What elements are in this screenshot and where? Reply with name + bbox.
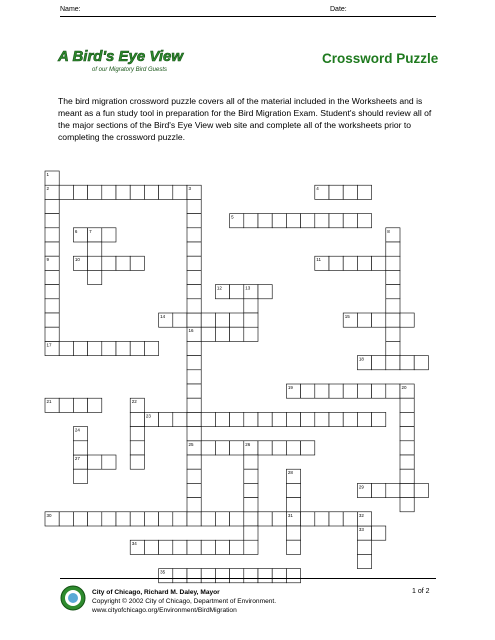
crossword-cell[interactable] — [88, 185, 102, 199]
crossword-cell[interactable] — [144, 512, 158, 526]
crossword-cell[interactable] — [357, 554, 371, 568]
crossword-cell[interactable] — [400, 441, 414, 455]
crossword-cell[interactable] — [45, 313, 59, 327]
crossword-cell[interactable] — [329, 185, 343, 199]
footer-url: www.cityofchicago.org/Environment/BirdMigration — [92, 607, 237, 614]
crossword-cell[interactable] — [173, 185, 187, 199]
crossword-cell[interactable] — [286, 483, 300, 497]
crossword-cell[interactable] — [230, 412, 244, 426]
clue-number: 21 — [46, 399, 52, 405]
crossword-cell[interactable] — [244, 327, 258, 341]
crossword-cell[interactable] — [400, 483, 414, 497]
crossword-cell[interactable] — [187, 483, 201, 497]
crossword-cell[interactable] — [73, 185, 87, 199]
crossword-cell[interactable] — [301, 214, 315, 228]
crossword-cell[interactable] — [187, 469, 201, 483]
crossword-cell[interactable] — [244, 299, 258, 313]
crossword-cell[interactable] — [73, 441, 87, 455]
crossword-cell[interactable] — [230, 540, 244, 554]
crossword-cell[interactable] — [102, 455, 116, 469]
crossword-cell[interactable] — [88, 256, 102, 270]
crossword-cell[interactable] — [88, 270, 102, 284]
crossword-cell[interactable] — [116, 256, 130, 270]
crossword-cell[interactable] — [315, 214, 329, 228]
crossword-cell[interactable] — [45, 299, 59, 313]
crossword-cell[interactable] — [372, 356, 386, 370]
crossword-cell[interactable] — [301, 384, 315, 398]
crossword-cell[interactable] — [45, 228, 59, 242]
crossword-cell[interactable] — [272, 441, 286, 455]
crossword-cell[interactable] — [59, 185, 73, 199]
crossword-cell[interactable] — [272, 214, 286, 228]
crossword-cell[interactable] — [258, 569, 272, 583]
page-title: Crossword Puzzle — [322, 51, 439, 66]
clue-number: 16 — [188, 328, 194, 334]
crossword-cell[interactable] — [187, 214, 201, 228]
crossword-cell[interactable] — [187, 569, 201, 583]
crossword-cell[interactable] — [357, 313, 371, 327]
crossword-cell[interactable] — [244, 483, 258, 497]
crossword-cell[interactable] — [301, 412, 315, 426]
crossword-cell[interactable] — [45, 270, 59, 284]
crossword-cell[interactable] — [357, 412, 371, 426]
crossword-cell[interactable] — [201, 512, 215, 526]
crossword-cell[interactable] — [59, 398, 73, 412]
clue-number: 35 — [160, 569, 166, 575]
crossword-cell[interactable] — [258, 214, 272, 228]
crossword-cell[interactable] — [73, 398, 87, 412]
crossword-cell[interactable] — [329, 214, 343, 228]
crossword-cell[interactable] — [130, 341, 144, 355]
crossword-cell[interactable] — [343, 512, 357, 526]
clue-number: 12 — [216, 285, 222, 291]
clue-number: 27 — [74, 456, 80, 461]
footer-mayor: City of Chicago, Richard M. Daley, Mayor — [92, 589, 220, 596]
crossword-cell[interactable] — [372, 256, 386, 270]
crossword-cell[interactable] — [386, 341, 400, 355]
crossword-cell[interactable] — [116, 512, 130, 526]
crossword-cell[interactable] — [201, 313, 215, 327]
crossword-cell[interactable] — [45, 327, 59, 341]
crossword-cell[interactable] — [230, 441, 244, 455]
crossword-cell[interactable] — [144, 540, 158, 554]
name-label: Name: — [60, 6, 81, 13]
crossword-cell[interactable] — [215, 327, 229, 341]
crossword-cell[interactable] — [130, 256, 144, 270]
svg-text:A Bird's Eye View: A Bird's Eye View — [58, 48, 184, 65]
crossword-cell[interactable] — [301, 512, 315, 526]
crossword-cell[interactable] — [386, 483, 400, 497]
crossword-cell[interactable] — [400, 356, 414, 370]
crossword-cell[interactable] — [258, 412, 272, 426]
crossword-cell[interactable] — [173, 412, 187, 426]
clue-number: 11 — [316, 257, 321, 263]
crossword-cell[interactable] — [88, 398, 102, 412]
crossword-cell[interactable] — [102, 185, 116, 199]
crossword-cell[interactable] — [230, 285, 244, 299]
crossword-cell[interactable] — [286, 441, 300, 455]
crossword-cell[interactable] — [88, 512, 102, 526]
crossword-cell[interactable] — [329, 384, 343, 398]
clue-number: 15 — [344, 314, 350, 319]
clue-number: 34 — [131, 541, 137, 547]
crossword-cell[interactable] — [215, 313, 229, 327]
crossword-cell[interactable] — [386, 384, 400, 398]
crossword-cell[interactable] — [88, 242, 102, 256]
clue-number: 9 — [46, 257, 50, 263]
crossword-cell[interactable] — [187, 498, 201, 512]
clue-number: 19 — [287, 385, 293, 390]
crossword-cell[interactable] — [286, 540, 300, 554]
crossword-cell[interactable] — [244, 313, 258, 327]
crossword-cell[interactable] — [357, 384, 371, 398]
crossword-cell[interactable] — [88, 341, 102, 355]
clue-number: 22 — [131, 399, 137, 405]
crossword-cell[interactable] — [286, 412, 300, 426]
clue-number: 13 — [245, 285, 251, 291]
crossword-cell[interactable] — [130, 412, 144, 426]
crossword-cell[interactable] — [130, 455, 144, 469]
crossword-cell[interactable] — [244, 469, 258, 483]
crossword-cell[interactable] — [215, 412, 229, 426]
crossword-cell[interactable] — [173, 512, 187, 526]
crossword-cell[interactable] — [144, 341, 158, 355]
crossword-cell[interactable] — [159, 512, 173, 526]
crossword-cell[interactable] — [329, 256, 343, 270]
crossword-cell[interactable] — [215, 512, 229, 526]
clue-number: 7 — [89, 228, 92, 234]
crossword-cell[interactable] — [173, 569, 187, 583]
crossword-cell[interactable] — [59, 341, 73, 355]
crossword-cell[interactable] — [386, 242, 400, 256]
crossword-cell[interactable] — [386, 356, 400, 370]
crossword-cell[interactable] — [187, 299, 201, 313]
clue-number: 3 — [188, 186, 192, 192]
crossword-cell[interactable] — [343, 185, 357, 199]
crossword-cell[interactable] — [329, 512, 343, 526]
crossword-cell[interactable] — [400, 455, 414, 469]
crossword-cell[interactable] — [73, 341, 87, 355]
crossword-cell[interactable] — [315, 512, 329, 526]
crossword-cell[interactable] — [159, 185, 173, 199]
crossword-cell[interactable] — [244, 214, 258, 228]
crossword-cell[interactable] — [73, 512, 87, 526]
clue-number: 10 — [74, 257, 80, 263]
crossword-cell[interactable] — [187, 540, 201, 554]
crossword-cell[interactable] — [372, 526, 386, 540]
clue-number: 32 — [358, 512, 364, 518]
crossword-cell[interactable] — [230, 569, 244, 583]
crossword-cell[interactable] — [187, 398, 201, 412]
clue-number: 17 — [46, 342, 52, 348]
crossword-cell[interactable] — [116, 185, 130, 199]
crossword-cell[interactable] — [400, 498, 414, 512]
footer-rule — [60, 578, 436, 579]
footer-copyright: Copyright © 2002 City of Chicago, Department of Environment. — [92, 598, 277, 605]
crossword-cell[interactable] — [116, 341, 130, 355]
crossword-cell[interactable] — [159, 412, 173, 426]
crossword-cell[interactable] — [130, 185, 144, 199]
crossword-cell[interactable] — [258, 441, 272, 455]
crossword-cell[interactable] — [286, 569, 300, 583]
clue-number: 18 — [358, 356, 364, 362]
crossword-cell[interactable] — [187, 356, 201, 370]
crossword-cell[interactable] — [343, 256, 357, 270]
crossword-cell[interactable] — [244, 455, 258, 469]
clue-number: 2 — [46, 186, 50, 192]
clue-number: 20 — [401, 385, 407, 390]
crossword-cell[interactable] — [329, 412, 343, 426]
crossword-cell[interactable] — [187, 427, 201, 441]
crossword-cell[interactable] — [102, 228, 116, 242]
crossword-cell[interactable] — [215, 441, 229, 455]
crossword-cell[interactable] — [187, 455, 201, 469]
crossword-cell[interactable] — [400, 313, 414, 327]
crossword-cell[interactable] — [130, 512, 144, 526]
crossword-cell[interactable] — [414, 356, 428, 370]
crossword-cell[interactable] — [187, 270, 201, 284]
crossword-cell[interactable] — [400, 398, 414, 412]
crossword-cell[interactable] — [215, 569, 229, 583]
crossword-cell[interactable] — [230, 512, 244, 526]
crossword-cell[interactable] — [386, 256, 400, 270]
crossword-cell[interactable] — [272, 412, 286, 426]
page-number: 1 of 2 — [412, 588, 430, 595]
crossword-cell[interactable] — [272, 569, 286, 583]
clue-number: 26 — [245, 441, 251, 447]
crossword-cell[interactable] — [130, 427, 144, 441]
crossword-cell[interactable] — [73, 469, 87, 483]
clue-number: 29 — [358, 484, 364, 490]
crossword-cell[interactable] — [102, 256, 116, 270]
crossword-cell[interactable] — [187, 242, 201, 256]
crossword-cell[interactable] — [215, 540, 229, 554]
crossword-cell[interactable] — [187, 256, 201, 270]
crossword-cell[interactable] — [343, 412, 357, 426]
clue-number: 33 — [358, 527, 364, 532]
crossword-cell[interactable] — [315, 412, 329, 426]
clue-number: 5 — [231, 214, 234, 220]
date-label: Date: — [330, 6, 347, 13]
crossword-cell[interactable] — [286, 526, 300, 540]
crossword-cell[interactable] — [144, 185, 158, 199]
clue-number: 23 — [145, 413, 151, 419]
crossword-cell[interactable] — [45, 285, 59, 299]
crossword-cell[interactable] — [315, 384, 329, 398]
crossword-cell[interactable] — [201, 540, 215, 554]
crossword-cell[interactable] — [130, 441, 144, 455]
clue-number: 24 — [74, 427, 80, 433]
crossword-cell[interactable] — [357, 214, 371, 228]
crossword-cell[interactable] — [343, 384, 357, 398]
footer-text — [92, 588, 276, 615]
crossword-cell[interactable] — [244, 540, 258, 554]
crossword-cell[interactable] — [102, 512, 116, 526]
crossword-cell[interactable] — [244, 498, 258, 512]
clue-number: 31 — [287, 512, 293, 518]
crossword-cell[interactable] — [187, 412, 201, 426]
svg-text:of our Migratory Bird Guests: of our Migratory Bird Guests — [92, 67, 168, 73]
crossword-cell[interactable] — [357, 256, 371, 270]
crossword-cell[interactable] — [45, 214, 59, 228]
intro-paragraph: The bird migration crossword puzzle covers all of the material included in the Worksheets and is meant as a fun study tool in preparation for the Bird Migration Exam. Student's should review all of the major sections of the Bird's Eye View web site and complete all of the worksheets prior to completing the crossword puzzle. — [58, 96, 432, 142]
crossword-cell[interactable] — [258, 285, 272, 299]
crossword-cell[interactable] — [372, 384, 386, 398]
crossword-cell[interactable] — [386, 270, 400, 284]
crossword-cell[interactable] — [173, 540, 187, 554]
crossword-cell[interactable] — [230, 327, 244, 341]
crossword-cell[interactable] — [187, 313, 201, 327]
crossword-cell[interactable] — [386, 313, 400, 327]
crossword-cell[interactable] — [372, 412, 386, 426]
clue-number: 6 — [74, 228, 78, 234]
crossword-cell[interactable] — [386, 327, 400, 341]
clue-number: 8 — [387, 228, 390, 234]
crossword-cell[interactable] — [258, 512, 272, 526]
crossword-cell[interactable] — [343, 214, 357, 228]
crossword-cell[interactable] — [45, 199, 59, 213]
crossword-cell[interactable] — [357, 540, 371, 554]
crossword-cell[interactable] — [400, 427, 414, 441]
crossword-cell[interactable] — [230, 313, 244, 327]
crossword-cell[interactable] — [159, 540, 173, 554]
crossword-cell[interactable] — [201, 569, 215, 583]
crossword-cell[interactable] — [201, 327, 215, 341]
crossword-cell[interactable] — [102, 341, 116, 355]
clue-number: 14 — [160, 314, 166, 319]
crossword-cell[interactable] — [372, 483, 386, 497]
crossword-cell[interactable] — [244, 412, 258, 426]
clue-number: 1 — [46, 172, 50, 177]
crossword-cell[interactable] — [201, 441, 215, 455]
crossword-cell[interactable] — [244, 569, 258, 583]
clue-number: 28 — [287, 470, 293, 476]
city-seal-icon — [60, 585, 86, 611]
crossword-cell[interactable] — [187, 228, 201, 242]
clue-number: 30 — [46, 512, 52, 518]
clue-number: 25 — [188, 441, 194, 447]
crossword-cell[interactable] — [357, 185, 371, 199]
crossword-cell[interactable] — [386, 285, 400, 299]
crossword-cell[interactable] — [286, 498, 300, 512]
crossword-cell[interactable] — [187, 384, 201, 398]
crossword-cell[interactable] — [414, 483, 428, 497]
crossword-cell[interactable] — [400, 412, 414, 426]
crossword-cell[interactable] — [88, 455, 102, 469]
crossword-cell[interactable] — [59, 512, 73, 526]
crossword-cell[interactable] — [244, 526, 258, 540]
crossword-cell[interactable] — [187, 285, 201, 299]
crossword-cell[interactable] — [187, 370, 201, 384]
crossword-cell[interactable] — [45, 242, 59, 256]
crossword-cell[interactable] — [244, 512, 258, 526]
crossword-cell[interactable] — [187, 512, 201, 526]
crossword-cell[interactable] — [301, 441, 315, 455]
crossword-cell[interactable] — [173, 313, 187, 327]
crossword-cell[interactable] — [400, 469, 414, 483]
crossword-cell[interactable] — [187, 341, 201, 355]
crossword-cell[interactable] — [201, 412, 215, 426]
crossword-cell[interactable] — [386, 299, 400, 313]
crossword-cell[interactable] — [372, 313, 386, 327]
clue-number: 4 — [316, 186, 319, 192]
crossword-cell[interactable] — [272, 512, 286, 526]
crossword-cell[interactable] — [187, 199, 201, 213]
crossword-cell[interactable] — [286, 214, 300, 228]
